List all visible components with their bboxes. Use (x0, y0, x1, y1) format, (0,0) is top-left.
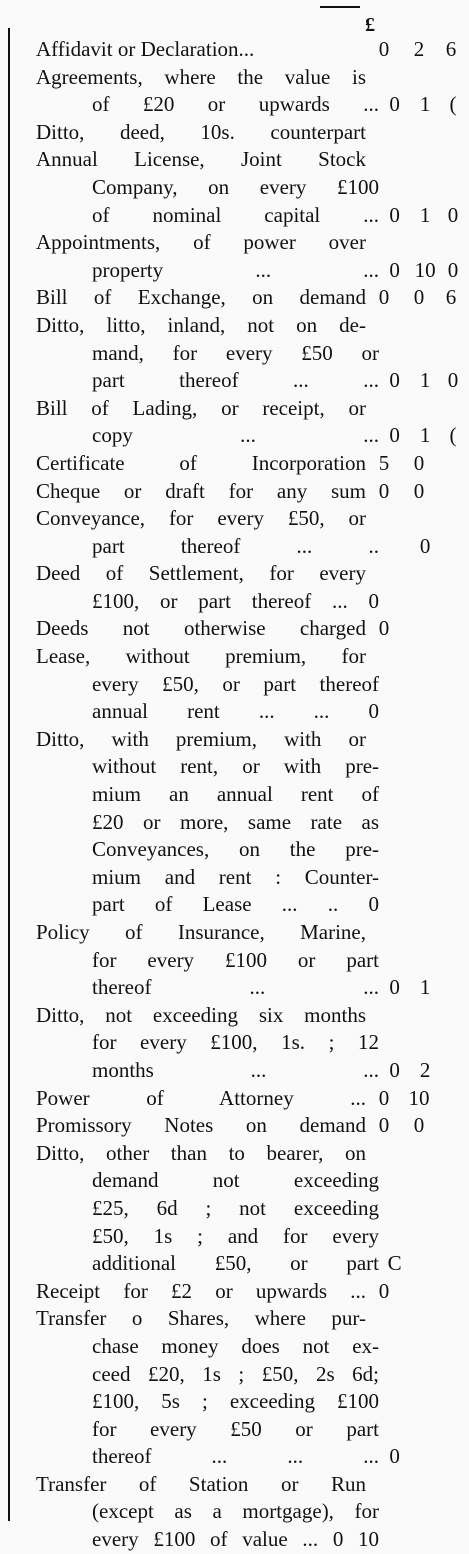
shillings-value: 1 (419, 423, 431, 448)
pounds-value (366, 146, 402, 174)
stamp-duty-list (36, 36, 466, 1554)
shillings-value: 10 (408, 1085, 430, 1110)
shillings-value (410, 671, 440, 699)
pence-value (436, 919, 466, 947)
pence-value (436, 560, 466, 588)
shillings-value (410, 1250, 440, 1278)
duty-line (36, 1167, 466, 1195)
pounds-value (366, 312, 402, 340)
pounds-value (379, 947, 410, 975)
pence-value (440, 1250, 466, 1278)
duty-line (36, 36, 466, 64)
duty-line-text: annual rent ... ... 0 (92, 699, 380, 724)
pounds-value (379, 698, 410, 726)
pence-value (440, 864, 466, 892)
pence-value (436, 395, 466, 423)
pence-value (440, 974, 466, 1002)
duty-line (36, 1416, 466, 1444)
duty-line-text: chase money does not ex- (92, 1333, 380, 1358)
shillings-value (410, 1333, 440, 1361)
pounds-value: 0 (378, 1278, 390, 1303)
duty-line-text: copy ... ... (92, 423, 380, 448)
pence-value (436, 615, 466, 643)
duty-line-text: (except as a mortgage), for (92, 1499, 380, 1524)
shillings-value (402, 1140, 436, 1168)
pence-value (440, 671, 466, 699)
pence-value (436, 1002, 466, 1030)
shillings-value: 0 (413, 450, 425, 475)
shillings-value (410, 1416, 440, 1444)
pounds-value (366, 119, 402, 147)
duty-line (36, 312, 466, 340)
shillings-value (402, 1278, 436, 1306)
pounds-value (379, 864, 410, 892)
shillings-value (402, 643, 436, 671)
shillings-value (402, 1002, 436, 1030)
duty-line (36, 698, 466, 726)
duty-line (36, 1195, 466, 1223)
pence-value (440, 1057, 466, 1085)
shillings-value (410, 1029, 440, 1057)
duty-line-text: for every £100, 1s. ; 12 (92, 1030, 380, 1055)
pence-value (440, 174, 466, 202)
duty-line (36, 781, 466, 809)
pence-value (440, 809, 466, 837)
duty-line (36, 643, 466, 671)
duty-line (36, 1471, 466, 1499)
shillings-value (410, 836, 440, 864)
duty-line-text: Conveyance, for every £50, or (36, 506, 366, 531)
pence-value (440, 1223, 466, 1251)
duty-line (36, 1140, 466, 1168)
pounds-value: 0 (378, 37, 390, 61)
pounds-value (366, 64, 402, 92)
duty-line (36, 1526, 466, 1554)
shillings-value (402, 615, 436, 643)
duty-line-text: Appointments, of power over (36, 230, 366, 255)
pence-value (440, 781, 466, 809)
pounds-value (379, 340, 410, 368)
shillings-value (402, 505, 436, 533)
duty-line (36, 119, 466, 147)
pounds-value (379, 1498, 410, 1526)
pence-value (440, 698, 466, 726)
pence-value (436, 450, 466, 478)
pence-value (440, 1416, 466, 1444)
pounds-value: 0 (389, 92, 400, 117)
duty-line-text: £25, 6d ; not exceeding (92, 1195, 380, 1220)
duty-line-text: of £20 or upwards ... (92, 92, 380, 117)
duty-line-text: of nominal capital ... (92, 202, 380, 227)
duty-line-text: Ditto, deed, 10s. counterpart (36, 119, 366, 144)
duty-line (36, 478, 466, 506)
shillings-value (410, 891, 440, 919)
pounds-value (379, 671, 410, 699)
pounds-value (366, 1140, 402, 1168)
pounds-value (366, 726, 402, 754)
duty-line-text: £100, 5s ; exceeding £100 (92, 1389, 380, 1414)
duty-line-text: Conveyances, on the pre- (92, 837, 380, 862)
shillings-value (402, 919, 436, 947)
duty-line (36, 367, 466, 395)
duty-line (36, 505, 466, 533)
duty-line (36, 1112, 466, 1140)
pence-value (440, 1443, 466, 1471)
shillings-value (410, 1361, 440, 1389)
duty-line (36, 560, 466, 588)
pounds-value: 0 (389, 1444, 400, 1469)
duty-line-text: thereof ... ... (92, 975, 380, 1000)
pence-value (440, 1333, 466, 1361)
duty-line (36, 1057, 466, 1085)
pounds-value (366, 1002, 402, 1030)
duty-line-text: for every £50 or part (92, 1416, 380, 1441)
duty-line (36, 533, 466, 561)
duty-line (36, 1388, 466, 1416)
duty-line (36, 202, 466, 230)
duty-line-text: Deed of Settlement, for every (36, 561, 366, 586)
duty-line-text: thereof ... ... ... (92, 1444, 380, 1469)
shillings-value (402, 64, 436, 92)
pounds-value (379, 588, 410, 616)
duty-line-text: demand not exceeding (92, 1168, 380, 1193)
pounds-value (379, 1167, 410, 1195)
pence-value (436, 505, 466, 533)
shillings-value: 0 (419, 533, 431, 558)
pence-value (436, 1085, 466, 1113)
shillings-value (402, 395, 436, 423)
duty-line-text: Transfer o Shares, where pur- (36, 1306, 366, 1331)
pence-value (436, 312, 466, 340)
duty-line-text: ceed £20, 1s ; £50, 2s 6d; (92, 1361, 380, 1386)
duty-line-text: Bill of Lading, or receipt, or (36, 395, 366, 420)
shillings-value (402, 229, 436, 257)
duty-line (36, 588, 466, 616)
pence-value (440, 1388, 466, 1416)
pounds-value (379, 753, 410, 781)
pence-value (436, 1471, 466, 1499)
shillings-value (402, 119, 436, 147)
duty-line (36, 1250, 466, 1278)
pounds-value (366, 919, 402, 947)
pounds-value: 0 (378, 1085, 390, 1110)
duty-line-text: part thereof ... ... (92, 368, 380, 393)
pence-value: ( (449, 423, 457, 448)
duty-line-text: without rent, or with pre- (92, 754, 380, 779)
shillings-value (410, 1167, 440, 1195)
shillings-value (410, 1388, 440, 1416)
pence-value (440, 1167, 466, 1195)
duty-line (36, 753, 466, 781)
shillings-value: 1 (419, 975, 431, 1000)
duty-line-text: every £50, or part thereof (92, 671, 380, 696)
pence-value (436, 478, 466, 506)
pounds-value: 0 (389, 368, 400, 393)
pounds-value: 0 (378, 616, 390, 641)
pounds-value (379, 836, 410, 864)
shillings-value (402, 312, 436, 340)
duty-line (36, 91, 466, 119)
pence-value (440, 340, 466, 368)
pounds-value (379, 781, 410, 809)
pence-value (436, 1305, 466, 1333)
pence-value (440, 1361, 466, 1389)
pounds-value (379, 533, 410, 561)
duty-line-text: mium and rent : Counter- (92, 864, 380, 889)
duty-line (36, 395, 466, 423)
shillings-value (410, 809, 440, 837)
duty-line-text: Ditto, litto, inland, not on de- (36, 312, 366, 337)
pence-value (436, 229, 466, 257)
duty-line (36, 450, 466, 478)
duty-line-text: Cheque or draft for any sum (36, 478, 366, 503)
duty-line (36, 284, 466, 312)
duty-line-text: Policy of Insurance, Marine, (36, 920, 366, 944)
duty-line (36, 864, 466, 892)
duty-line-text: Deeds not otherwise charged (36, 616, 366, 641)
shillings-value: 2 (419, 1057, 431, 1082)
duty-line-text: every £100 of value ... 0 10 (92, 1527, 380, 1552)
duty-line (36, 836, 466, 864)
shillings-value: 2 (413, 37, 425, 61)
duty-line (36, 891, 466, 919)
duty-line (36, 947, 466, 975)
shillings-value: 0 (413, 478, 425, 503)
pounds-value: 0 (378, 478, 390, 503)
pence-value (440, 836, 466, 864)
pounds-value (379, 174, 410, 202)
pence-value (436, 146, 466, 174)
pence-value (436, 119, 466, 147)
duty-line-text: additional £50, or part (92, 1251, 380, 1276)
shillings-value: 10 (414, 257, 436, 282)
shillings-value (410, 753, 440, 781)
duty-line-text: Receipt for £2 or upwards ... (36, 1278, 366, 1303)
shillings-value (410, 698, 440, 726)
pounds-value (379, 1361, 410, 1389)
duty-line (36, 1223, 466, 1251)
duty-line (36, 1002, 466, 1030)
duty-line-text: Transfer of Station or Run (36, 1471, 366, 1496)
pounds-value: 0 (378, 285, 390, 310)
pounds-value (366, 505, 402, 533)
pence-value (436, 1140, 466, 1168)
duty-line (36, 615, 466, 643)
duty-line (36, 1085, 466, 1113)
duty-line-text: Ditto, with premium, with or (36, 726, 366, 751)
duty-line-text: Certificate of Incorporation (36, 450, 366, 475)
duty-line-text: Affidavit or Declaration... (36, 37, 255, 61)
shillings-value (410, 1223, 440, 1251)
duty-line-text: Annual License, Joint Stock (36, 147, 366, 172)
duty-line-text: Lease, without premium, for (36, 644, 366, 669)
duty-line-text: mium an annual rent of (92, 782, 380, 807)
duty-line-text: Agreements, where the value is (36, 64, 366, 89)
pence-value (440, 753, 466, 781)
duty-line (36, 229, 466, 257)
shillings-value (410, 1526, 440, 1554)
duty-line-text: months ... ... (92, 1057, 380, 1082)
shillings-value (410, 174, 440, 202)
pence-value: 0 (447, 257, 459, 282)
duty-line (36, 1498, 466, 1526)
duty-line (36, 919, 466, 947)
pounds-value: 0 (389, 1057, 400, 1082)
pence-value: 0 (447, 368, 459, 393)
pence-value (440, 1195, 466, 1223)
shillings-value (410, 864, 440, 892)
duty-line (36, 422, 466, 450)
shillings-value (402, 560, 436, 588)
pounds-value: C (387, 1251, 402, 1276)
pence-value (436, 643, 466, 671)
pounds-value: 0 (389, 257, 400, 282)
duty-line-text: Bill of Exchange, on demand (36, 285, 366, 310)
pounds-value (379, 1416, 410, 1444)
duty-line (36, 1305, 466, 1333)
shillings-value (402, 146, 436, 174)
shillings-value: 1 (419, 92, 431, 117)
shillings-value (410, 1195, 440, 1223)
duty-line-text: £100, or part thereof ... 0 (92, 588, 380, 613)
duty-line (36, 726, 466, 754)
pence-value: 6 (445, 37, 457, 61)
duty-line-text: mand, for every £50 or (92, 340, 380, 365)
pence-value: ( (449, 92, 457, 117)
pounds-value (366, 643, 402, 671)
shillings-value: 1 (419, 368, 431, 393)
pounds-value (379, 891, 410, 919)
pence-value (440, 947, 466, 975)
pounds-value (379, 1388, 410, 1416)
pounds-value: 0 (389, 975, 400, 1000)
pence-value (436, 1278, 466, 1306)
pounds-value: 0 (389, 202, 400, 227)
duty-line (36, 257, 466, 285)
pence-value: 6 (445, 285, 457, 310)
pence-value (440, 1029, 466, 1057)
duty-line (36, 64, 466, 92)
pound-column-header: £ (365, 14, 375, 36)
pence-value (440, 533, 466, 561)
pounds-value (366, 395, 402, 423)
pounds-value (366, 1471, 402, 1499)
pounds-value: 5 (378, 450, 390, 475)
shillings-value (410, 1498, 440, 1526)
shillings-value: 0 (413, 285, 425, 310)
shillings-value (410, 781, 440, 809)
pence-value (440, 1526, 466, 1554)
shillings-value (410, 947, 440, 975)
shillings-value (402, 726, 436, 754)
pounds-value (366, 560, 402, 588)
duty-line (36, 1443, 466, 1471)
pence-value (440, 1498, 466, 1526)
shillings-value: 0 (413, 1113, 425, 1138)
top-rule (320, 6, 360, 8)
shillings-value (402, 1471, 436, 1499)
pounds-value (366, 1305, 402, 1333)
duty-line (36, 174, 466, 202)
duty-line (36, 340, 466, 368)
pence-value (440, 588, 466, 616)
duty-line-text: Promissory Notes on demand (36, 1113, 366, 1138)
duty-line (36, 974, 466, 1002)
duty-line (36, 146, 466, 174)
pence-value (436, 64, 466, 92)
pence-value (436, 1112, 466, 1140)
duty-line-text: Ditto, not exceeding six months (36, 1002, 366, 1027)
duty-line-text: £20 or more, same rate as (92, 809, 380, 834)
pounds-value (366, 229, 402, 257)
duty-line-text: for every £100 or part (92, 947, 380, 972)
pounds-value: 0 (378, 1113, 390, 1138)
duty-line (36, 1333, 466, 1361)
pounds-value (379, 1029, 410, 1057)
duty-line (36, 671, 466, 699)
pence-value (436, 726, 466, 754)
duty-line-text: Ditto, other than to bearer, on (36, 1140, 366, 1165)
duty-line (36, 1029, 466, 1057)
shillings-value (410, 340, 440, 368)
pounds-value (379, 1333, 410, 1361)
shillings-value (410, 1443, 440, 1471)
duty-line-text: part thereof ... .. (92, 533, 380, 558)
pounds-value (379, 1223, 410, 1251)
duty-line (36, 809, 466, 837)
duty-line-text: Power of Attorney ... (36, 1085, 366, 1110)
duty-line-text: property ... ... (92, 257, 380, 282)
duty-line (36, 1278, 466, 1306)
duty-line-text: Company, on every £100 (92, 174, 380, 199)
left-column-rule (8, 28, 10, 1521)
shillings-value (410, 588, 440, 616)
duty-line-text: part of Lease ... .. 0 (92, 892, 380, 917)
shillings-value: 1 (419, 202, 431, 227)
shillings-value (402, 1305, 436, 1333)
pence-value (440, 891, 466, 919)
pounds-value: 0 (389, 423, 400, 448)
pence-value: 0 (447, 202, 459, 227)
pounds-value (379, 809, 410, 837)
pounds-value (379, 1195, 410, 1223)
pounds-value (379, 1526, 410, 1554)
duty-line (36, 1361, 466, 1389)
duty-line-text: £50, 1s ; and for every (92, 1223, 380, 1248)
